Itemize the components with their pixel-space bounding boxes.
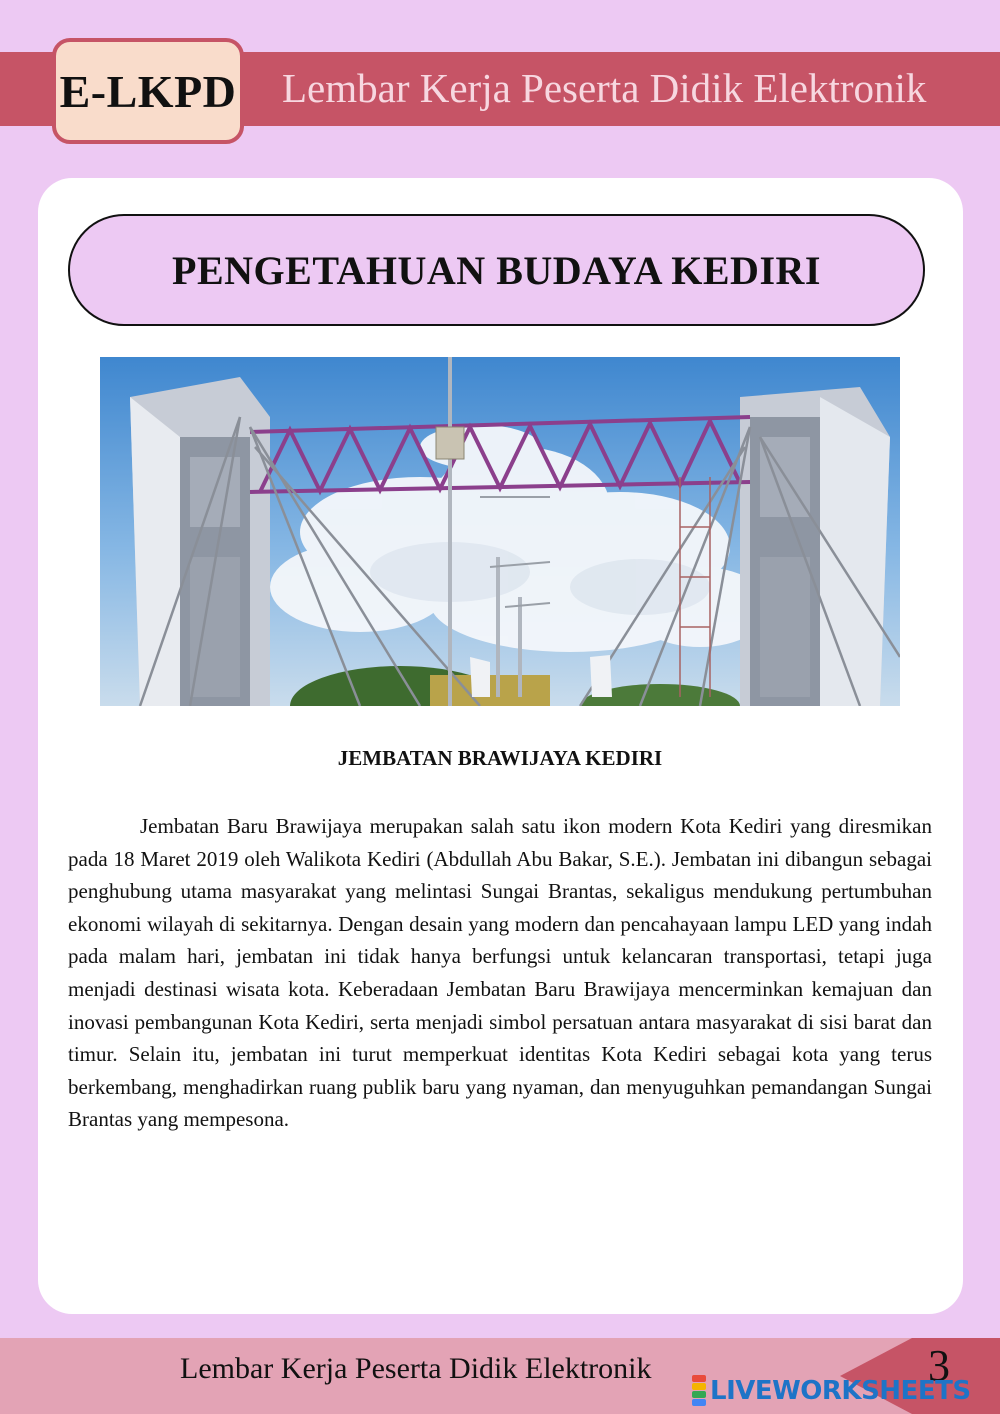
logo-text: E-LKPD	[59, 65, 237, 117]
watermark-text: LIVEWORKSHEETS	[710, 1376, 971, 1406]
image-caption: JEMBATAN BRAWIJAYA KEDIRI	[337, 746, 663, 770]
page-title: PENGETAHUAN BUDAYA KEDIRI	[172, 247, 821, 293]
title-banner	[68, 214, 925, 326]
bridge-illustration	[100, 357, 900, 706]
elkpd-logo	[52, 38, 244, 144]
bridge-photo	[100, 357, 900, 706]
footer-title: Lembar Kerja Peserta Didik Elektronik	[180, 1352, 652, 1385]
liveworksheets-watermark	[692, 1374, 971, 1408]
page-number: 3	[928, 1341, 950, 1390]
live-badge-icon	[692, 1375, 706, 1407]
header-title: Lembar Kerja Peserta Didik Elektronik	[282, 65, 927, 111]
description-paragraph: Jembatan Baru Brawijaya merupakan salah satu ikon modern Kota Kediri yang diresmikan pada 18 Maret 2019 oleh Walikota Kediri (Abdullah Abu Bakar, S.E.). Jembatan ini dibangun sebagai penghubung utama masyarakat yang melintasi Sungai Brantas, sekaligus mendukung pertumbuhan ekonomi wilayah di sekitarnya. Dengan desain yang modern dan pencahayaan lampu LED yang indah pada malam hari, jembatan ini tidak hanya berfungsi untuk kelancaran transportasi, tetapi juga menjadi destinasi wisata kota. Keberadaan Jembatan Baru Brawijaya mencerminkan kemajuan dan inovasi pembangunan Kota Kediri, serta menjadi simbol persatuan antara masyarakat di sisi barat dan timur. Selain itu, jembatan ini turut memperkuat identitas Kota Kediri sebagai kota yang terus berkembang, menghadirkan ruang publik baru yang nyaman, dan menyuguhkan pemandangan Sungai Brantas yang mempesona.	[68, 814, 932, 1132]
